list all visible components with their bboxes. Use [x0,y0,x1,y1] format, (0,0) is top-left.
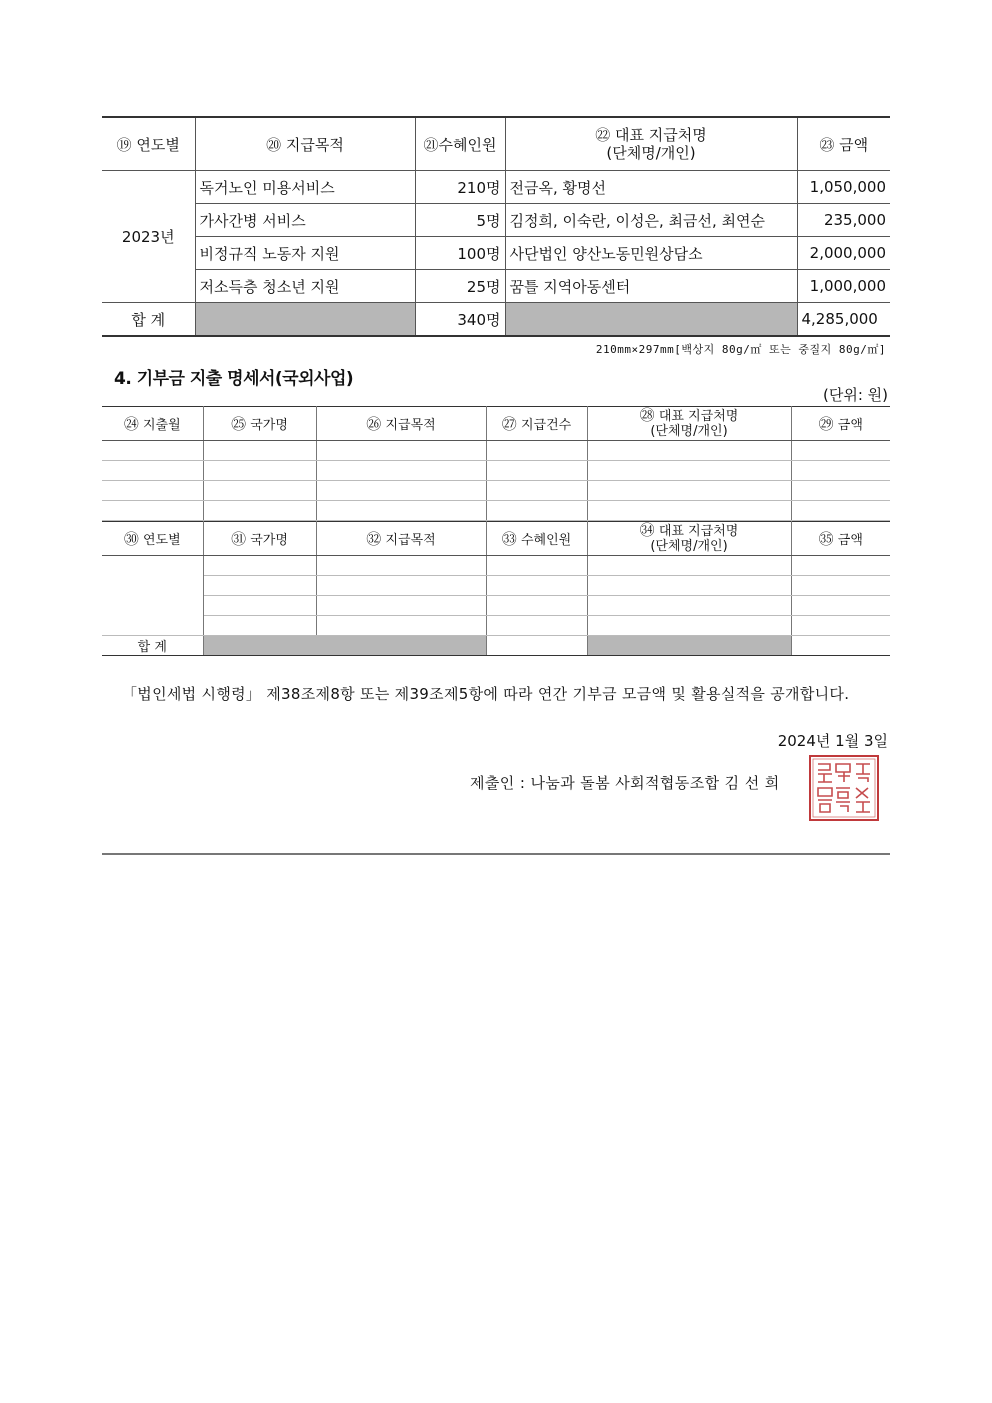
paper-size-note: 210mm×297mm[백상지 80g/㎡ 또는 중질지 80g/㎡] [595,343,886,356]
recipient-cell: 전금옥, 황명선 [505,171,797,204]
shaded-cell [505,303,797,337]
legal-notice: 「법인세법 시행령」 제38조제8항 또는 제39조제5항에 따라 연간 기부금 모금액 및 활용실적을 공개합니다. [122,685,850,703]
overseas-yearly-table [102,521,890,656]
header-recipient: ㉒ 대표 지급처명 (단체명/개인) [505,117,797,171]
header-country: ㉛ 국가명 [203,522,316,556]
table-row [102,171,890,204]
unit-label: (단위: 원) [823,386,888,404]
amount-cell: 235,000 [797,204,890,237]
header-month: ㉔ 지출월 [102,407,203,441]
issue-date: 2024년 1월 3일 [777,732,888,750]
amount-cell: 1,050,000 [797,171,890,204]
header-recipient: ㉞ 대표 지급처명 (단체명/개인) [587,522,791,556]
purpose-cell: 저소득층 청소년 지원 [195,270,415,303]
header-count: ㉗ 지급건수 [486,407,587,441]
header-recipient: ㉘ 대표 지급처명 (단체명/개인) [587,407,791,441]
bottom-divider [102,853,890,855]
people-cell: 5명 [415,204,505,237]
people-cell: 210명 [415,171,505,204]
shaded-cell [587,636,791,656]
domestic-spending-table [102,116,890,337]
header-beneficiaries: ㉝ 수혜인원 [486,522,587,556]
table-row [102,556,890,576]
recipient-cell: 김정희, 이숙란, 이성은, 최금선, 최연순 [505,204,797,237]
amount-cell: 1,000,000 [797,270,890,303]
table-row [102,441,890,461]
official-seal-stamp [808,754,880,822]
purpose-cell: 독거노인 미용서비스 [195,171,415,204]
total-label: 합 계 [102,303,195,337]
table-row [102,461,890,481]
header-year: ⑲ 연도별 [102,117,195,171]
header-year: ㉚ 연도별 [102,522,203,556]
table-row [102,576,890,596]
recipient-cell: 사단법인 양산노동민원상담소 [505,237,797,270]
header-beneficiaries: ㉑수혜인원 [415,117,505,171]
total-row [102,303,890,337]
table-row [102,270,890,303]
year-cell: 2023년 [102,171,195,303]
header-purpose: ⑳ 지급목적 [195,117,415,171]
total-people: 340명 [415,303,505,337]
header-amount: ㉙ 금액 [791,407,890,441]
purpose-cell: 가사간병 서비스 [195,204,415,237]
table-row [102,204,890,237]
table-header-row [102,407,890,441]
submitter-line: 제출인 : 나눔과 돌봄 사회적협동조합 김 선 희 [470,774,780,792]
total-label: 합 계 [102,636,203,656]
people-cell: 100명 [415,237,505,270]
header-amount: ㉟ 금액 [791,522,890,556]
section-4-title: 4. 기부금 지출 명세서(국외사업) [114,369,354,389]
table-row [102,481,890,501]
header-purpose: ㉖ 지급목적 [316,407,486,441]
amount-cell: 2,000,000 [797,237,890,270]
table-header-row [102,117,890,171]
table-row [102,501,890,521]
table-row [102,616,890,636]
table-row [102,237,890,270]
recipient-cell: 꿈틀 지역아동센터 [505,270,797,303]
header-purpose: ㉜ 지급목적 [316,522,486,556]
table-row [102,596,890,616]
shaded-cell [203,636,486,656]
header-country: ㉕ 국가명 [203,407,316,441]
overseas-monthly-table [102,406,890,521]
total-amount: 4,285,000 [797,303,890,337]
people-cell: 25명 [415,270,505,303]
table-header-row [102,522,890,556]
total-row [102,636,890,656]
purpose-cell: 비정규직 노동자 지원 [195,237,415,270]
shaded-cell [195,303,415,337]
header-amount: ㉓ 금액 [797,117,890,171]
